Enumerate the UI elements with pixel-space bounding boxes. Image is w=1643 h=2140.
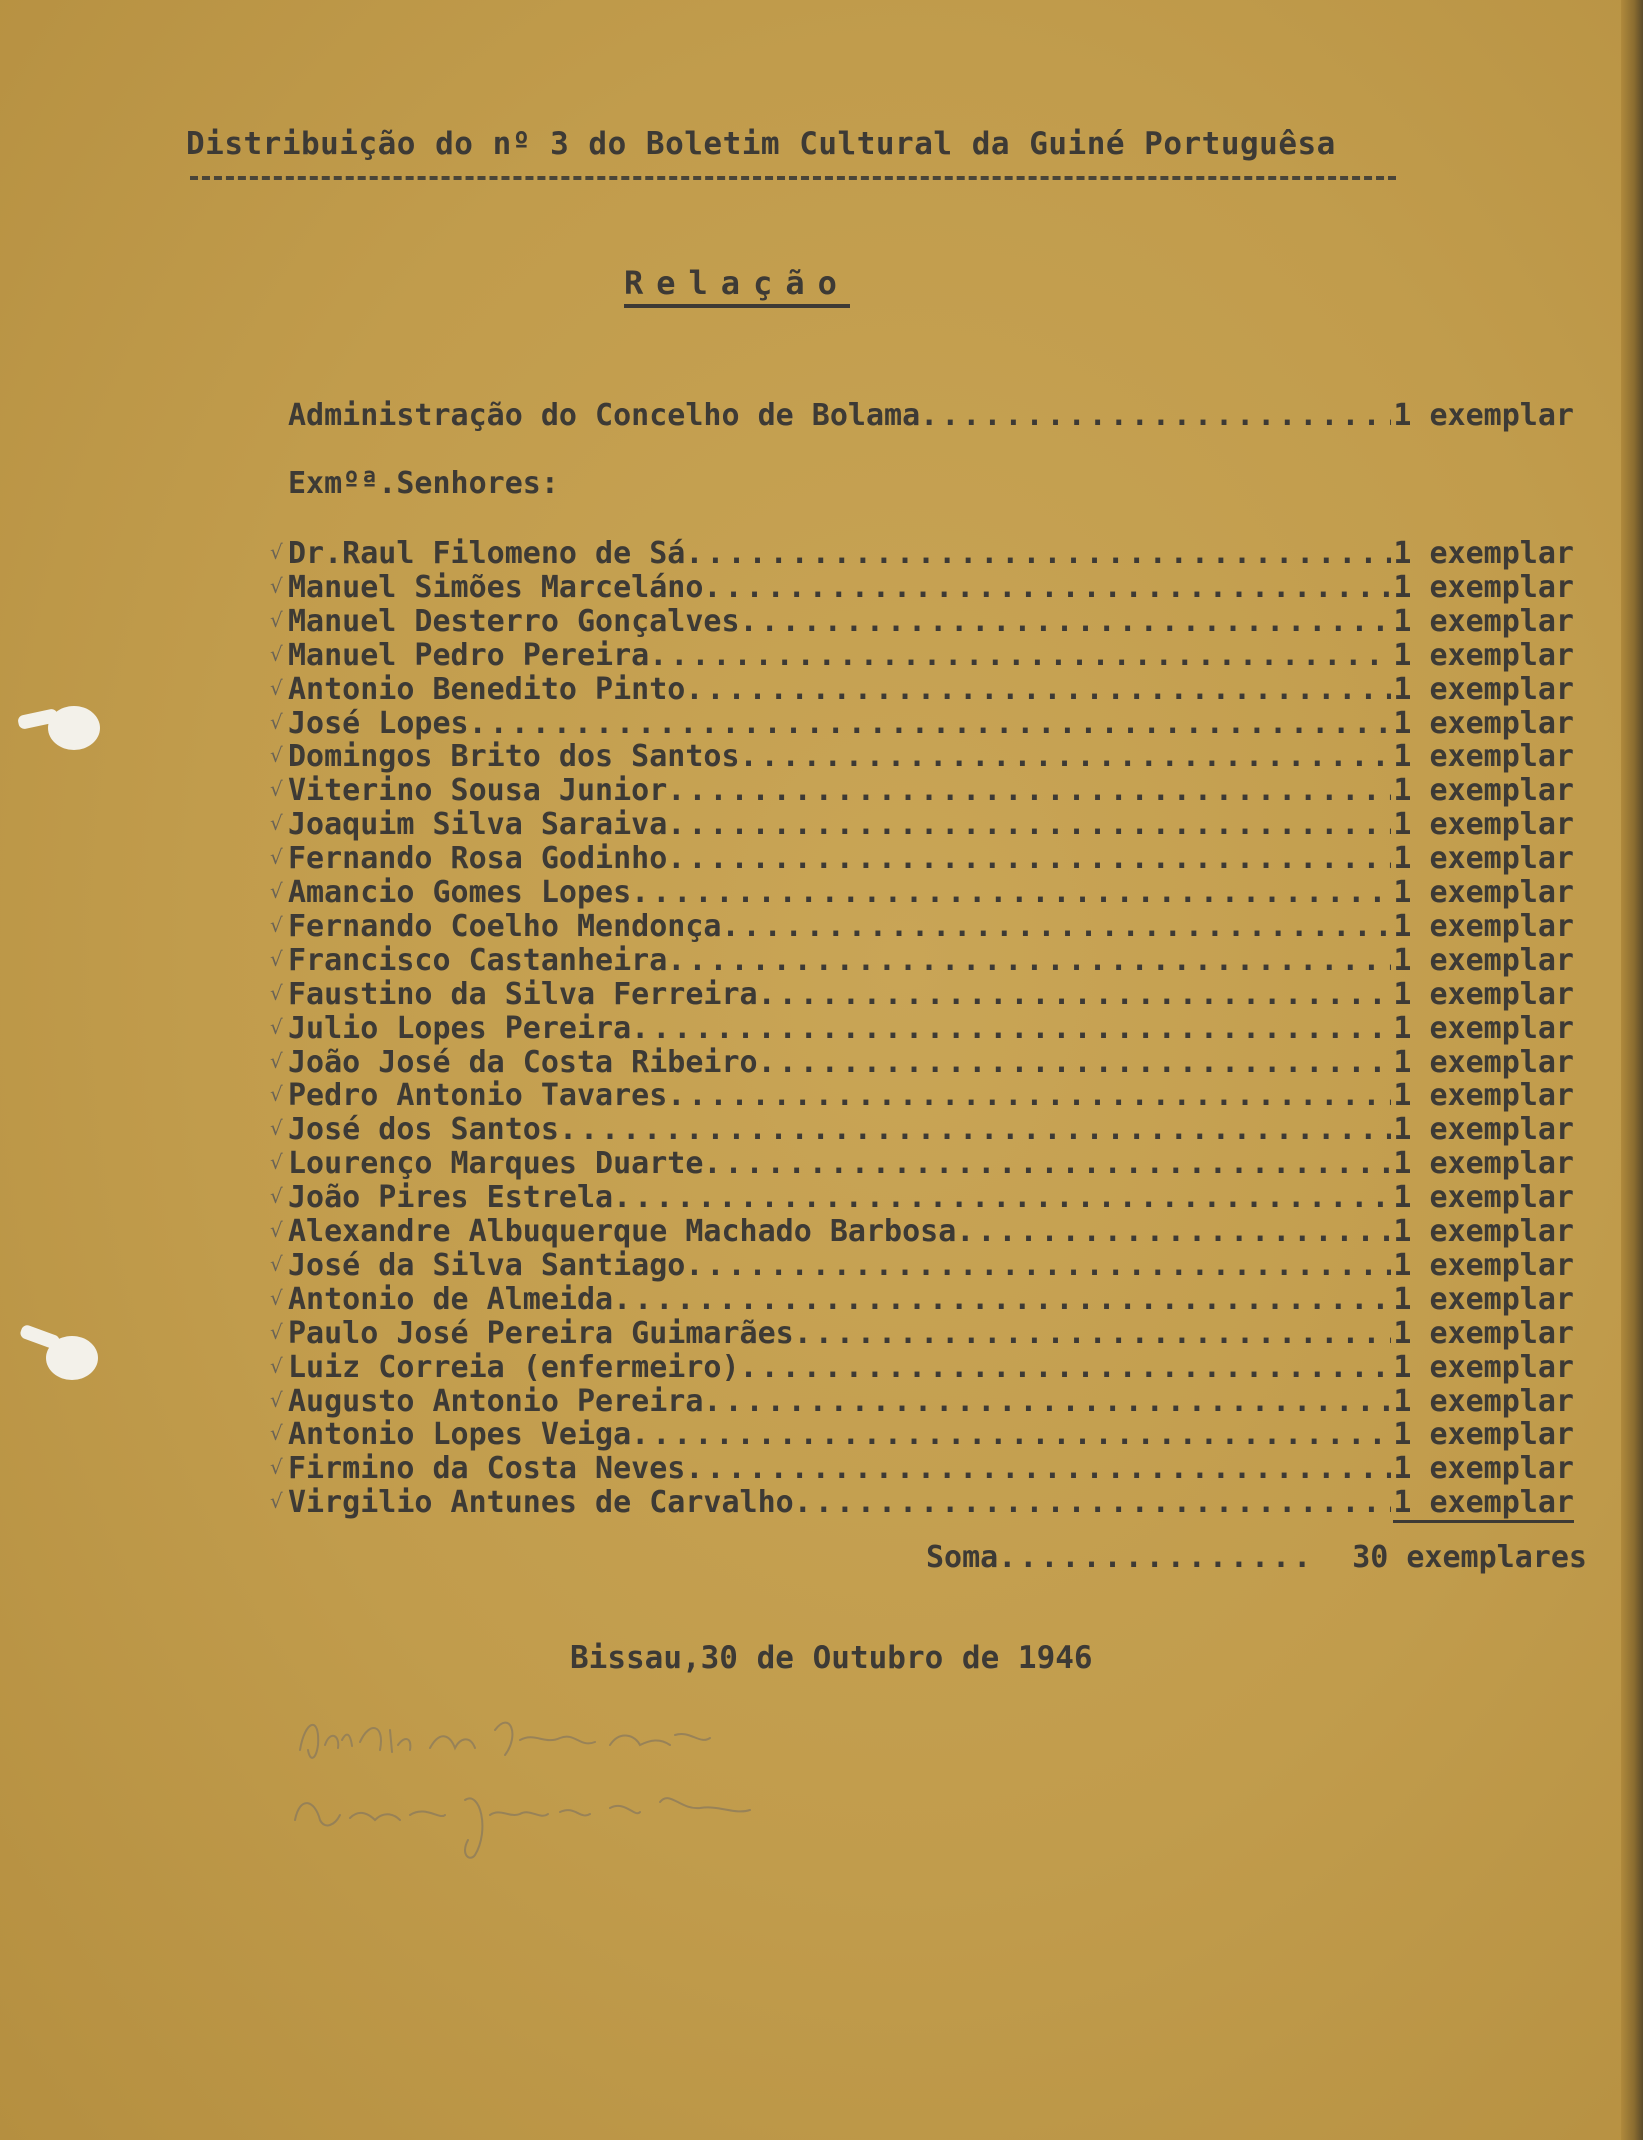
check-mark-icon: √ — [270, 676, 283, 700]
recipient-name: Francisco Castanheira — [288, 943, 668, 978]
recipient-name: José da Silva Santiago — [288, 1248, 686, 1283]
administration-name: Administração do Concelho de Bolama — [288, 398, 921, 433]
leader-dots — [794, 1316, 1392, 1351]
check-mark-icon: √ — [270, 811, 283, 835]
leader-dots — [758, 977, 1392, 1012]
recipient-quantity: 1 exemplar — [1393, 1417, 1574, 1452]
recipient-row — [288, 1045, 1574, 1079]
check-mark-icon: √ — [270, 574, 283, 598]
recipient-name: Julio Lopes Pereira — [288, 1011, 632, 1046]
leader-dots — [721, 909, 1391, 944]
recipient-row — [288, 943, 1574, 977]
recipient-row — [288, 604, 1574, 638]
recipient-row — [288, 841, 1574, 875]
check-mark-icon: √ — [270, 1388, 283, 1412]
leader-dots — [613, 1180, 1391, 1215]
recipient-row — [288, 807, 1574, 841]
dateline: Bissau,30 de Outubro de 1946 — [570, 1640, 1093, 1676]
recipient-row — [288, 1282, 1574, 1316]
check-mark-icon: √ — [270, 743, 283, 767]
recipient-quantity: 1 exemplar — [1393, 1384, 1574, 1419]
recipient-row — [288, 570, 1574, 604]
leader-dots — [794, 1485, 1392, 1520]
recipient-row — [288, 773, 1574, 807]
recipient-row — [288, 638, 1574, 672]
administration-row — [288, 398, 1574, 432]
recipient-row — [288, 909, 1574, 943]
check-mark-icon: √ — [270, 540, 283, 564]
check-mark-icon: √ — [270, 981, 283, 1005]
recipient-row — [288, 1180, 1574, 1214]
recipient-row — [288, 706, 1574, 740]
recipient-row — [288, 1248, 1574, 1282]
paper-edge — [1621, 0, 1643, 2140]
recipient-row — [288, 1078, 1574, 1112]
greeting: Exmºª.Senhores: — [288, 466, 559, 501]
total-quantity: 30 exemplares — [1352, 1540, 1587, 1575]
recipient-name: João Pires Estrela — [288, 1180, 614, 1215]
check-mark-icon: √ — [270, 1489, 283, 1513]
recipient-quantity: 1 exemplar — [1393, 1112, 1574, 1147]
recipient-name: José dos Santos — [288, 1112, 559, 1147]
recipient-row — [288, 1451, 1574, 1485]
recipient-name: Alexandre Albuquerque Machado Barbosa — [288, 1214, 957, 1249]
section-title: Relação — [624, 264, 850, 308]
recipient-row — [288, 1011, 1574, 1045]
leader-dots — [613, 1282, 1391, 1317]
recipient-quantity: 1 exemplar — [1393, 536, 1574, 571]
leader-dots — [703, 570, 1391, 605]
recipient-row — [288, 1214, 1574, 1248]
handwritten-signatures — [280, 1690, 920, 1870]
leader-dots — [685, 536, 1391, 571]
recipient-quantity: 1 exemplar — [1393, 672, 1574, 707]
check-mark-icon: √ — [270, 1320, 283, 1344]
recipient-quantity: 1 exemplar — [1393, 638, 1574, 673]
check-mark-icon: √ — [270, 642, 283, 666]
recipient-row — [288, 739, 1574, 773]
recipient-name: Antonio Lopes Veiga — [288, 1417, 632, 1452]
recipient-name: Amancio Gomes Lopes — [288, 875, 632, 910]
leader-dots — [469, 706, 1392, 741]
check-mark-icon: √ — [270, 777, 283, 801]
check-mark-icon: √ — [270, 608, 283, 632]
leader-dots — [667, 773, 1391, 808]
leader-dots — [703, 1146, 1391, 1181]
leader-dots — [740, 604, 1392, 639]
leader-dots — [631, 1417, 1391, 1452]
leader-dots — [559, 1112, 1391, 1147]
recipient-quantity: 1 exemplar — [1393, 604, 1574, 639]
leader-dots — [956, 1214, 1391, 1249]
check-mark-icon: √ — [270, 1150, 283, 1174]
recipient-name: Dr.Raul Filomeno de Sá — [288, 536, 686, 571]
leader-dots — [631, 1011, 1391, 1046]
recipient-name: Antonio Benedito Pinto — [288, 672, 686, 707]
recipient-quantity: 1 exemplar — [1393, 807, 1574, 842]
recipient-name: Augusto Antonio Pereira — [288, 1384, 704, 1419]
check-mark-icon: √ — [270, 1354, 283, 1378]
recipient-quantity: 1 exemplar — [1393, 570, 1574, 605]
check-mark-icon: √ — [270, 913, 283, 937]
leader-dots — [631, 875, 1391, 910]
total-row — [926, 1540, 1587, 1575]
recipient-name: Joaquim Silva Saraiva — [288, 807, 668, 842]
check-mark-icon: √ — [270, 1218, 283, 1242]
recipient-name: Manuel Simões Marceláno — [288, 570, 704, 605]
recipient-quantity: 1 exemplar — [1393, 875, 1574, 910]
leader-dots — [920, 398, 1391, 433]
recipient-quantity: 1 exemplar — [1393, 706, 1574, 741]
header-dashed-rule — [190, 176, 1396, 180]
recipient-quantity: 1 exemplar — [1393, 1180, 1574, 1215]
recipient-quantity: 1 exemplar — [1393, 739, 1574, 774]
recipient-quantity: 1 exemplar — [1393, 1248, 1574, 1283]
check-mark-icon: √ — [270, 1015, 283, 1039]
recipient-quantity: 1 exemplar — [1393, 1485, 1574, 1523]
leader-dots — [667, 807, 1391, 842]
punch-hole-bottom — [46, 1336, 98, 1380]
recipient-row — [288, 672, 1574, 706]
recipient-row — [288, 977, 1574, 1011]
recipient-row — [288, 1146, 1574, 1180]
recipient-row — [288, 1316, 1574, 1350]
leader-dots — [685, 1451, 1391, 1486]
leader-dots — [758, 1045, 1392, 1080]
check-mark-icon: √ — [270, 710, 283, 734]
recipient-name: Manuel Desterro Gonçalves — [288, 604, 740, 639]
recipient-quantity: 1 exemplar — [1393, 1214, 1574, 1249]
leader-dots — [740, 739, 1392, 774]
check-mark-icon: √ — [270, 1252, 283, 1276]
recipient-name: Firmino da Costa Neves — [288, 1451, 686, 1486]
leader-dots — [649, 638, 1391, 673]
administration-quantity: 1 exemplar — [1393, 398, 1574, 433]
total-label: Soma — [926, 1540, 999, 1575]
check-mark-icon: √ — [270, 845, 283, 869]
recipient-name: Pedro Antonio Tavares — [288, 1078, 668, 1113]
recipient-row — [288, 1485, 1574, 1519]
check-mark-icon: √ — [270, 1082, 283, 1106]
leader-dots — [667, 1078, 1391, 1113]
recipient-quantity: 1 exemplar — [1393, 1350, 1574, 1385]
check-mark-icon: √ — [270, 1421, 283, 1445]
recipient-quantity: 1 exemplar — [1393, 1078, 1574, 1113]
recipient-quantity: 1 exemplar — [1393, 943, 1574, 978]
recipient-row — [288, 1112, 1574, 1146]
check-mark-icon: √ — [270, 1049, 283, 1073]
leader-dots — [685, 672, 1391, 707]
recipient-quantity: 1 exemplar — [1393, 841, 1574, 876]
punch-hole-top — [48, 706, 100, 750]
recipient-quantity: 1 exemplar — [1393, 1011, 1574, 1046]
recipient-name: Virgilio Antunes de Carvalho — [288, 1485, 794, 1520]
leader-dots — [685, 1248, 1391, 1283]
recipient-name: Domingos Brito dos Santos — [288, 739, 740, 774]
leader-dots — [740, 1350, 1392, 1385]
recipient-row — [288, 1417, 1574, 1451]
leader-dots — [667, 943, 1391, 978]
recipient-name: Fernando Coelho Mendonça — [288, 909, 722, 944]
recipient-name: Antonio de Almeida — [288, 1282, 614, 1317]
leader-dots: ............... — [998, 1540, 1315, 1575]
recipient-quantity: 1 exemplar — [1393, 1282, 1574, 1317]
recipient-row — [288, 1384, 1574, 1418]
recipient-name: João José da Costa Ribeiro — [288, 1045, 758, 1080]
recipient-name: Manuel Pedro Pereira — [288, 638, 650, 673]
recipient-name: José Lopes — [288, 706, 469, 741]
recipient-quantity: 1 exemplar — [1393, 977, 1574, 1012]
leader-dots — [667, 841, 1391, 876]
recipient-name: Fernando Rosa Godinho — [288, 841, 668, 876]
check-mark-icon: √ — [270, 1286, 283, 1310]
recipient-name: Viterino Sousa Junior — [288, 773, 668, 808]
recipient-quantity: 1 exemplar — [1393, 1451, 1574, 1486]
recipient-quantity: 1 exemplar — [1393, 773, 1574, 808]
recipient-quantity: 1 exemplar — [1393, 1045, 1574, 1080]
recipient-name: Luiz Correia (enfermeiro) — [288, 1350, 740, 1385]
recipient-row — [288, 1350, 1574, 1384]
recipient-row — [288, 875, 1574, 909]
recipient-quantity: 1 exemplar — [1393, 1316, 1574, 1351]
check-mark-icon: √ — [270, 1455, 283, 1479]
recipient-quantity: 1 exemplar — [1393, 909, 1574, 944]
recipient-row — [288, 536, 1574, 570]
document-header: Distribuição do nº 3 do Boletim Cultural da Guiné Portuguêsa — [186, 126, 1336, 162]
leader-dots — [703, 1384, 1391, 1419]
recipient-name: Faustino da Silva Ferreira — [288, 977, 758, 1012]
recipient-quantity: 1 exemplar — [1393, 1146, 1574, 1181]
recipient-name: Paulo José Pereira Guimarães — [288, 1316, 794, 1351]
check-mark-icon: √ — [270, 879, 283, 903]
check-mark-icon: √ — [270, 1184, 283, 1208]
recipient-name: Lourenço Marques Duarte — [288, 1146, 704, 1181]
check-mark-icon: √ — [270, 1116, 283, 1140]
check-mark-icon: √ — [270, 947, 283, 971]
